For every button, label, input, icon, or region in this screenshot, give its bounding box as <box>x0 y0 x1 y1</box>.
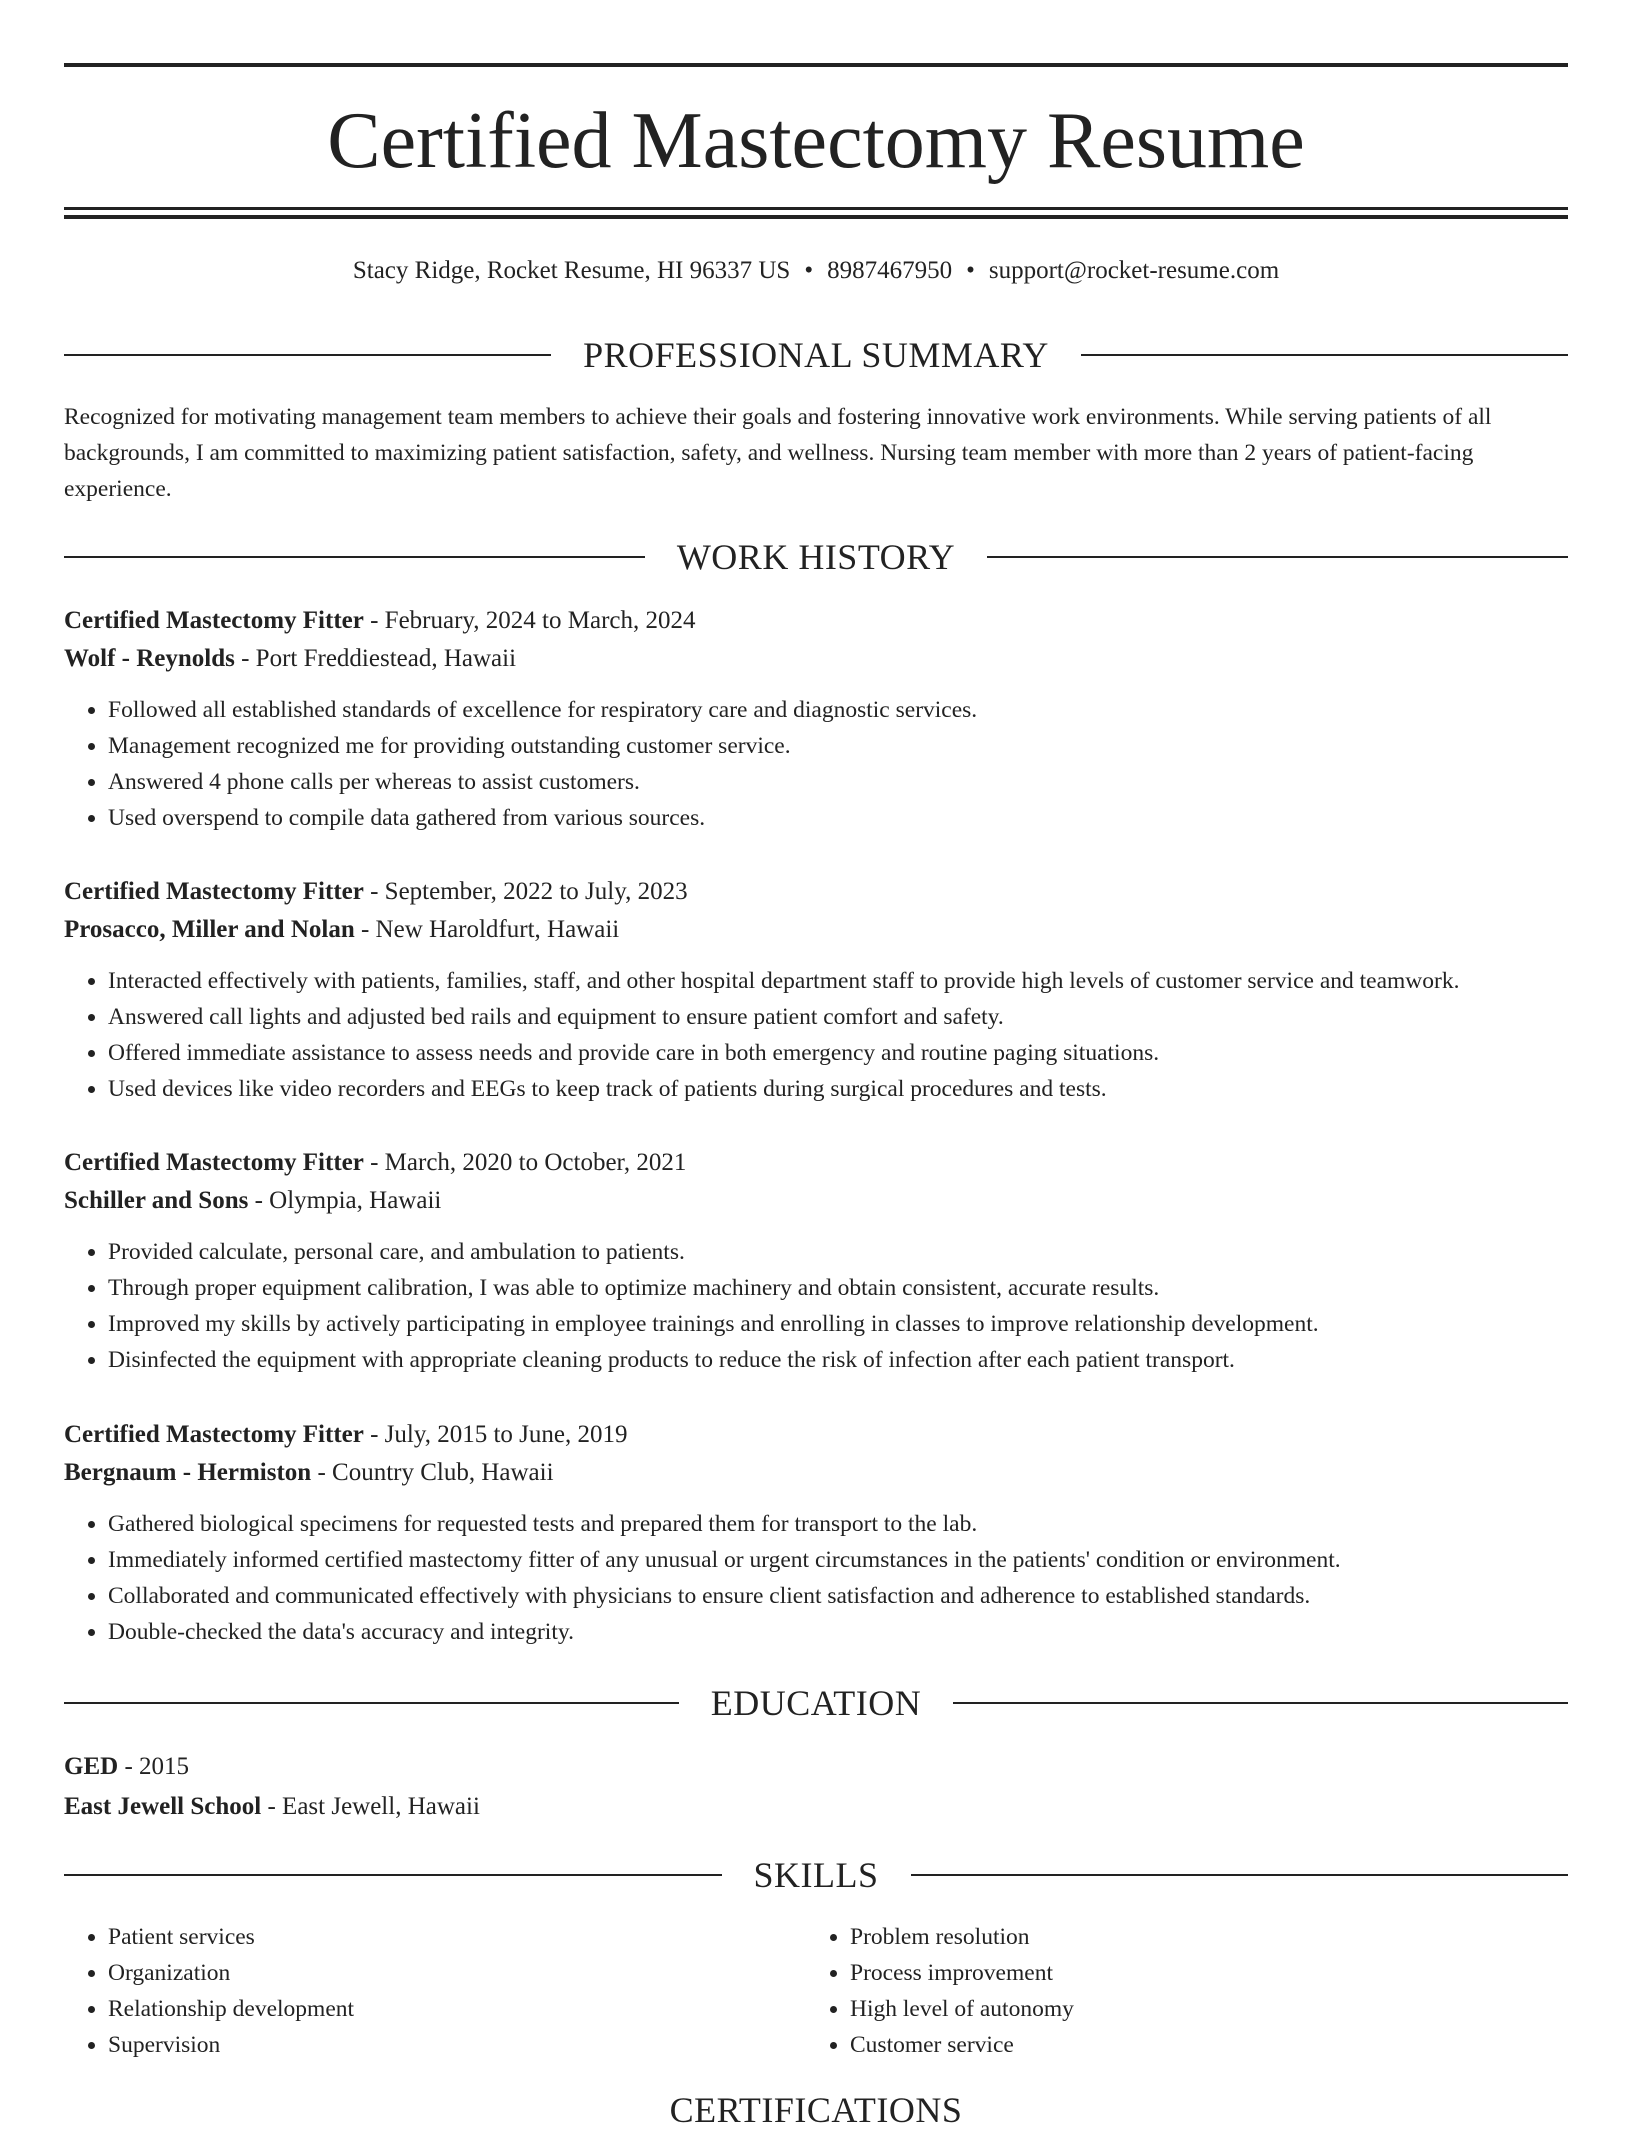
skill-item: • Patient services <box>108 1919 806 1955</box>
job-bullets <box>64 963 1568 1107</box>
job-bullet: • Used devices like video recorders and EEGs to keep track of patients during surgical procedures and tests. <box>108 1071 1568 1107</box>
heading-rule-left <box>64 556 645 558</box>
job-company: Schiller and Sons <box>64 1187 249 1214</box>
job-company-line <box>64 640 1568 678</box>
job-title-line <box>64 873 1568 911</box>
job-bullet: • Through proper equipment calibration, I was able to optimize machinery and obtain consistent, accurate results. <box>108 1270 1568 1306</box>
skills-column-right <box>806 1919 1548 2063</box>
job-bullet: • Provided calculate, personal care, and ambulation to patients. <box>108 1234 1568 1270</box>
job-company: Prosacco, Miller and Nolan <box>64 916 355 943</box>
contact-phone: 8987467950 <box>827 257 953 284</box>
skill-item: • Supervision <box>108 2027 806 2063</box>
education-degree-line <box>64 1747 1568 1787</box>
education-entry <box>64 1747 1568 1827</box>
job-title: Certified Mastectomy Fitter <box>64 607 364 634</box>
heading-rule-right <box>911 1874 1569 1876</box>
skills-column-left <box>64 1919 806 2063</box>
heading-rule-right <box>953 1702 1568 1704</box>
education-year: - 2015 <box>118 1753 190 1780</box>
contact-separator: • <box>804 257 814 284</box>
skills-list <box>64 1919 1568 2063</box>
skill-item: • Relationship development <box>108 1991 806 2027</box>
job-company-line <box>64 1182 1568 1220</box>
job-bullet: • Interacted effectively with patients, families, staff, and other hospital department staff to provide high levels of customer service and teamwork. <box>108 963 1568 999</box>
top-rule <box>64 63 1568 67</box>
job-bullet: • Disinfected the equipment with appropriate cleaning products to reduce the risk of infection after each patient transport. <box>108 1342 1568 1378</box>
summary-heading <box>64 333 1568 377</box>
job-dates: - July, 2015 to June, 2019 <box>363 1421 628 1448</box>
job-dates: - September, 2022 to July, 2023 <box>363 878 688 905</box>
job-title: Certified Mastectomy Fitter <box>64 1149 364 1176</box>
heading-rule-left <box>64 1874 722 1876</box>
contact-line <box>64 254 1568 288</box>
job-entry <box>64 1144 1568 1378</box>
job-bullet: • Used overspend to compile data gathered from various sources. <box>108 800 1568 836</box>
job-location: - New Haroldfurt, Hawaii <box>354 916 620 943</box>
job-bullet: • Gathered biological specimens for requested tests and prepared them for transport to the lab. <box>108 1506 1568 1542</box>
contact-email: support@rocket-resume.com <box>988 257 1280 284</box>
skills-heading <box>64 1853 1568 1897</box>
summary-text: Recognized for motivating management team members to achieve their goals and fostering innovative work environments. While serving patients of all backgrounds, I am committed to maximizing patient satisfaction, safety, and wellness. Nursing team member with more than 2 years of patient-facing experience. <box>64 404 1492 502</box>
skill-item: • Organization <box>108 1955 806 1991</box>
education-heading <box>64 1681 1568 1725</box>
job-entry <box>64 873 1568 1107</box>
job-bullets <box>64 692 1568 836</box>
job-bullets <box>64 1506 1568 1650</box>
job-bullet: • Collaborated and communicated effectively with physicians to ensure client satisfaction and adherence to established standards. <box>108 1578 1568 1614</box>
section-heading-label: WORK HISTORY <box>676 537 956 577</box>
job-bullet: • Double-checked the data's accuracy and integrity. <box>108 1614 1568 1650</box>
heading-rule-right <box>987 556 1568 558</box>
skill-item: • High level of autonomy <box>850 1991 1548 2027</box>
heading-rule-left <box>64 354 551 356</box>
certifications-heading <box>64 2088 1568 2132</box>
job-location: - Port Freddiestead, Hawaii <box>234 645 517 672</box>
work-history-heading <box>64 535 1568 579</box>
section-heading-label: CERTIFICATIONS <box>669 2090 963 2130</box>
heading-rule-right <box>1081 354 1568 356</box>
contact-separator: • <box>966 257 975 284</box>
heading-rule-left <box>64 1702 679 1704</box>
education-location: - East Jewell, Hawaii <box>261 1793 480 1820</box>
contact-address: Stacy Ridge, Rocket Resume, HI 96337 US <box>352 257 791 284</box>
section-heading-label: EDUCATION <box>710 1683 922 1723</box>
job-bullet: • Improved my skills by actively participating in employee trainings and enrolling in classes to improve relationship development. <box>108 1306 1568 1342</box>
title-rule-upper <box>64 207 1568 210</box>
job-company-line <box>64 1454 1568 1492</box>
job-company: Bergnaum - Hermiston <box>64 1459 312 1486</box>
job-dates: - February, 2024 to March, 2024 <box>363 607 696 634</box>
job-bullet: • Immediately informed certified mastectomy fitter of any unusual or urgent circumstances in the patients' condition or environment. <box>108 1542 1568 1578</box>
job-bullet: • Offered immediate assistance to assess needs and provide care in both emergency and routine paging situations. <box>108 1035 1568 1071</box>
job-title-line <box>64 1416 1568 1454</box>
section-heading-label: SKILLS <box>753 1855 879 1895</box>
job-title-line <box>64 1144 1568 1182</box>
job-location: - Country Club, Hawaii <box>311 1459 554 1486</box>
resume-title: Certified Mastectomy Resume <box>327 97 1305 185</box>
job-title-line <box>64 602 1568 640</box>
job-dates: - March, 2020 to October, 2021 <box>363 1149 687 1176</box>
job-location: - Olympia, Hawaii <box>248 1187 442 1214</box>
job-entry <box>64 602 1568 836</box>
job-bullet: • Followed all established standards of excellence for respiratory care and diagnostic services. <box>108 692 1568 728</box>
education-degree: GED <box>64 1753 119 1780</box>
job-bullets <box>64 1234 1568 1378</box>
job-title: Certified Mastectomy Fitter <box>64 1421 364 1448</box>
job-bullet: • Answered call lights and adjusted bed rails and equipment to ensure patient comfort and safety. <box>108 999 1568 1035</box>
job-company-line <box>64 911 1568 949</box>
job-bullet: • Management recognized me for providing outstanding customer service. <box>108 728 1568 764</box>
section-heading-label: PROFESSIONAL SUMMARY <box>583 335 1049 375</box>
education-school-line <box>64 1787 1568 1827</box>
job-bullet: • Answered 4 phone calls per whereas to assist customers. <box>108 764 1568 800</box>
education-school: East Jewell School <box>64 1793 262 1820</box>
job-title: Certified Mastectomy Fitter <box>64 878 364 905</box>
skill-item: • Customer service <box>850 2027 1548 2063</box>
title-rule-lower <box>64 215 1568 219</box>
job-company: Wolf - Reynolds <box>64 645 235 672</box>
job-entry <box>64 1416 1568 1650</box>
skill-item: • Process improvement <box>850 1955 1548 1991</box>
skill-item: • Problem resolution <box>850 1919 1548 1955</box>
